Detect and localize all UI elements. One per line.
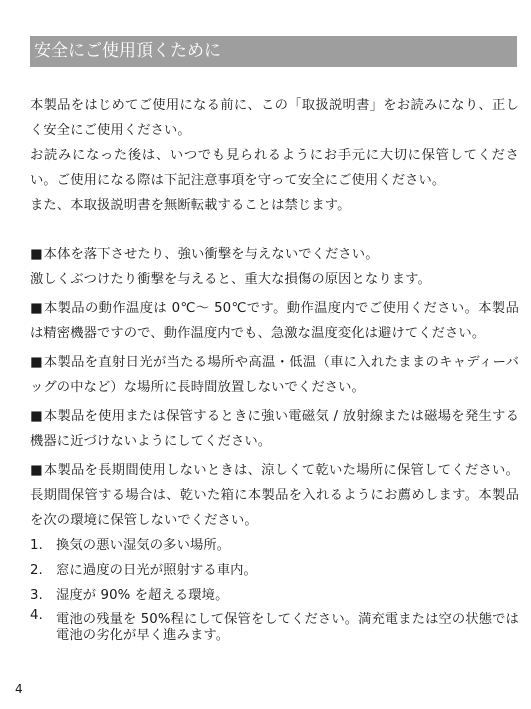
list-item-number: 3. — [30, 588, 43, 603]
list-item-text: 換気の悪い湿気の多い場所。 — [56, 538, 231, 553]
list-item-number: 2. — [30, 563, 43, 578]
caution-drop-detail: 激しくぶつけたり衝撃を与えると、重大な損傷の原因となります。 — [30, 272, 431, 287]
section-title-bar — [30, 36, 517, 67]
bullet-square-icon: ■ — [30, 463, 43, 478]
caution-storage-text: 本製品を長期間使用しないときは、涼しくて乾いた場所に保管してください。長期間保管する場合は、乾いた箱に本製品を入れるようにお薦めします。本製品を次の環境に保管しないでください。 — [30, 463, 520, 528]
intro-paragraph-3: また、本取扱説明書を無断転載することは禁じます。 — [30, 198, 351, 213]
caution-storage — [30, 458, 519, 533]
caution-drop-text: 本体を落下させたり、強い衝撃を与えないでください。 — [43, 247, 379, 262]
list-item — [30, 608, 519, 644]
intro-paragraph-2: お読みになった後は、いつでも見られるようにお手元に大切に保管してください。ご使用になる際は下記注意事項を守って安全にご使用ください。 — [30, 148, 519, 188]
caution-magnetic-text: 本製品を使用または保管するときに強い電磁気 / 放射線または磁場を発生する機器に近づけないようにしてください。 — [30, 409, 519, 449]
list-item-text: 電池の残量を 50%程にして保管をしてください。満充電または空の状態では電池の劣化が早く進みます。 — [56, 612, 519, 643]
caution-temperature-text: 本製品の動作温度は 0℃～ 50℃です。動作温度内でご使用ください。本製品は精密機器ですので、動作温度内でも、急激な温度変化は避けてください。 — [30, 301, 519, 341]
page-number: 4 — [15, 682, 23, 696]
list-item-number: 4. — [30, 608, 43, 623]
bullet-square-icon: ■ — [30, 247, 43, 262]
list-item — [30, 558, 519, 583]
caution-drop — [30, 242, 519, 267]
intro-paragraph-1: 本製品をはじめてご使用になる前に、この「取扱説明書」をお読みになり、正しく安全にご使用ください。 — [30, 98, 519, 138]
storage-list — [30, 533, 519, 644]
list-item-text: 窓に過度の日光が照射する車内。 — [56, 563, 257, 578]
list-item — [30, 533, 519, 558]
bullet-square-icon: ■ — [30, 409, 43, 424]
caution-sunlight — [30, 350, 519, 400]
caution-magnetic — [30, 404, 519, 454]
list-item-number: 1. — [30, 538, 43, 553]
bullet-square-icon: ■ — [30, 355, 43, 370]
bullet-square-icon: ■ — [30, 301, 43, 316]
list-item-text: 湿度が 90% を超える環境。 — [56, 588, 229, 603]
caution-sunlight-text: 本製品を直射日光が当たる場所や高温・低温（車に入れたままのキャディーバッグの中など）な場所に長時間放置しないでください。 — [30, 355, 519, 395]
safety-content — [30, 93, 519, 644]
list-item — [30, 583, 519, 608]
caution-temperature — [30, 296, 519, 346]
section-title: 安全にご使用頂くために — [34, 41, 221, 61]
